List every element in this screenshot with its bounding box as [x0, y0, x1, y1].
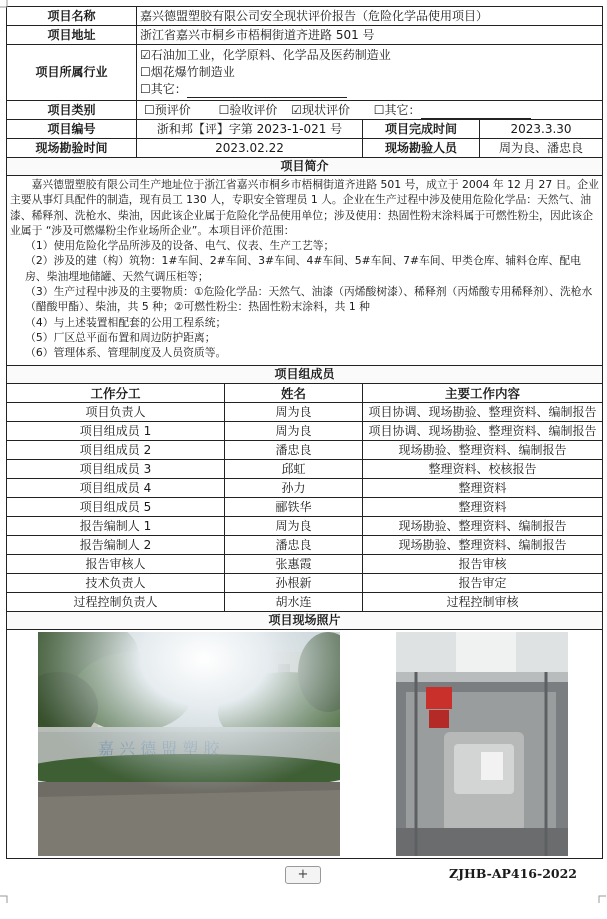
intro-body [7, 176, 603, 366]
member-work: 过程控制审核 [363, 593, 603, 612]
member-work: 现场勘验、整理资料、编制报告 [363, 517, 603, 536]
member-role: 过程控制负责人 [7, 593, 225, 612]
member-name: 郦铁华 [225, 498, 363, 517]
project-address-label: 项目地址 [7, 26, 137, 45]
corner-mark-bottom-right [598, 895, 606, 903]
member-role: 技术负责人 [7, 574, 225, 593]
add-row-button[interactable]: + [285, 866, 321, 884]
intro-item-4: （4）与上述装置相配套的公用工程系统； [25, 315, 227, 329]
member-role: 报告编制人 2 [7, 536, 225, 555]
members-header-name: 姓名 [225, 384, 363, 403]
member-work: 报告审定 [363, 574, 603, 593]
member-name: 张惠霞 [225, 555, 363, 574]
project-name-value: 嘉兴德盟塑胶有限公司安全现状评价报告（危险化学品使用项目） [137, 7, 603, 26]
member-name: 周为良 [225, 403, 363, 422]
intro-title: 项目简介 [7, 158, 603, 176]
corner-mark-bottom-left [0, 895, 8, 903]
member-role: 项目负责人 [7, 403, 225, 422]
industry-option-fireworks[interactable]: ☐烟花爆竹制造业 [140, 65, 235, 79]
category-option-pre[interactable]: ☐预评价 [144, 102, 191, 117]
intro-paragraph: 嘉兴德盟塑胶有限公司生产地址位于浙江省嘉兴市桐乡市梧桐街道齐进路 501 号，成立于 2004 年 12 月 27 日。企业主要从事灯具配件的制造，现有员工 130 人，专职安全管理员 1 人。企业在生产过程中涉及使用危险化学品：天然气、油漆、稀释剂、洗枪水、柴油，因此该企业属于危险化学品使用单位；涉及使用：热固性粉末涂料属于可燃性粉尘，因此该企业属于 “涉及可燃爆粉尘作业场所企业”。本项目评价范围： [10, 178, 599, 237]
category-options [137, 101, 603, 120]
member-role: 项目组成员 1 [7, 422, 225, 441]
member-row [7, 593, 603, 612]
survey-time-value: 2023.02.22 [137, 139, 363, 158]
member-row [7, 574, 603, 593]
member-name: 潘忠良 [225, 536, 363, 555]
category-option-current[interactable]: ☑现状评价 [291, 102, 350, 117]
member-name: 周为良 [225, 422, 363, 441]
intro-item-6: （6）管理体系、管理制度及人员资质等。 [25, 346, 227, 360]
member-role: 项目组成员 5 [7, 498, 225, 517]
completion-time-value: 2023.3.30 [480, 120, 603, 139]
intro-item-2: （2）涉及的建（构）筑物：1#车间、2#车间、3#车间、4#车间、5#车间、7#车间、甲类仓库、辅料仓库、配电房、柴油埋地储罐、天然气调压柜等； [25, 254, 581, 283]
photos-area [7, 630, 603, 859]
site-photo-equipment [396, 632, 568, 856]
member-row [7, 422, 603, 441]
category-other-blank [421, 106, 531, 119]
industry-option-other[interactable]: ☐其它： [140, 81, 599, 98]
member-row [7, 536, 603, 555]
project-name-label: 项目名称 [7, 7, 137, 26]
member-row [7, 403, 603, 422]
project-number-label: 项目编号 [7, 120, 137, 139]
category-option-other[interactable]: ☐其它： [373, 102, 421, 117]
members-header-role: 工作分工 [7, 384, 225, 403]
member-work: 整理资料 [363, 479, 603, 498]
member-row [7, 498, 603, 517]
member-role: 报告审核人 [7, 555, 225, 574]
category-option-acceptance[interactable]: ☐验收评价 [218, 102, 278, 117]
members-table [7, 384, 603, 403]
document-code: ZJHB-AP416-2022 [448, 866, 577, 881]
project-address-value: 浙江省嘉兴市桐乡市梧桐街道齐进路 501 号 [137, 26, 603, 45]
industry-option-petrochem[interactable]: ☑石油加工业，化学原料、化学品及医药制造业 [140, 48, 391, 62]
project-number-value: 浙和邦【评】字第 2023-1-021 号 [137, 120, 363, 139]
member-work: 报告审核 [363, 555, 603, 574]
member-row [7, 460, 603, 479]
survey-people-value: 周为良、潘忠良 [480, 139, 603, 158]
survey-time-label: 现场勘验时间 [7, 139, 137, 158]
industry-label: 项目所属行业 [7, 45, 137, 101]
intro-item-5: （5）厂区总平面布置和周边防护距离； [25, 330, 216, 344]
survey-people-label: 现场勘验人员 [363, 139, 480, 158]
member-role: 项目组成员 2 [7, 441, 225, 460]
member-name: 孙力 [225, 479, 363, 498]
member-row [7, 479, 603, 498]
member-name: 孙根新 [225, 574, 363, 593]
intro-item-1: （1）使用危险化学品所涉及的设备、电气、仪表、生产工艺等； [25, 239, 335, 253]
member-work: 项目协调、现场勘验、整理资料、编制报告 [363, 403, 603, 422]
member-work: 整理资料 [363, 498, 603, 517]
member-work: 现场勘验、整理资料、编制报告 [363, 441, 603, 460]
member-row [7, 555, 603, 574]
member-work: 项目协调、现场勘验、整理资料、编制报告 [363, 422, 603, 441]
member-role: 项目组成员 4 [7, 479, 225, 498]
category-label: 项目类别 [7, 101, 137, 120]
member-row [7, 441, 603, 460]
members-title: 项目组成员 [7, 366, 603, 384]
intro-item-3: （3）生产过程中涉及的主要物质：①危险化学品：天然气、油漆（丙烯酸树漆）、稀释剂（丙烯酸专用稀释剂）、洗枪水（醋酸甲酯）、柴油，共 5 种；②可燃性粉尘：热固性粉末涂料，共 1 种 [25, 285, 593, 314]
member-work: 整理资料、校核报告 [363, 460, 603, 479]
evaluation-form [6, 6, 603, 859]
industry-options [137, 45, 603, 101]
member-name: 周为良 [225, 517, 363, 536]
member-name: 潘忠良 [225, 441, 363, 460]
member-role: 报告编制人 1 [7, 517, 225, 536]
members-header-work: 主要工作内容 [363, 384, 603, 403]
member-work: 现场勘验、整理资料、编制报告 [363, 536, 603, 555]
photos-title: 项目现场照片 [7, 612, 603, 630]
site-photo-building [38, 632, 340, 856]
member-row [7, 517, 603, 536]
industry-other-blank [187, 85, 347, 98]
member-name: 胡水连 [225, 593, 363, 612]
corner-mark-top-left [0, 0, 8, 8]
member-role: 项目组成员 3 [7, 460, 225, 479]
member-name: 邱虹 [225, 460, 363, 479]
completion-time-label: 项目完成时间 [363, 120, 480, 139]
